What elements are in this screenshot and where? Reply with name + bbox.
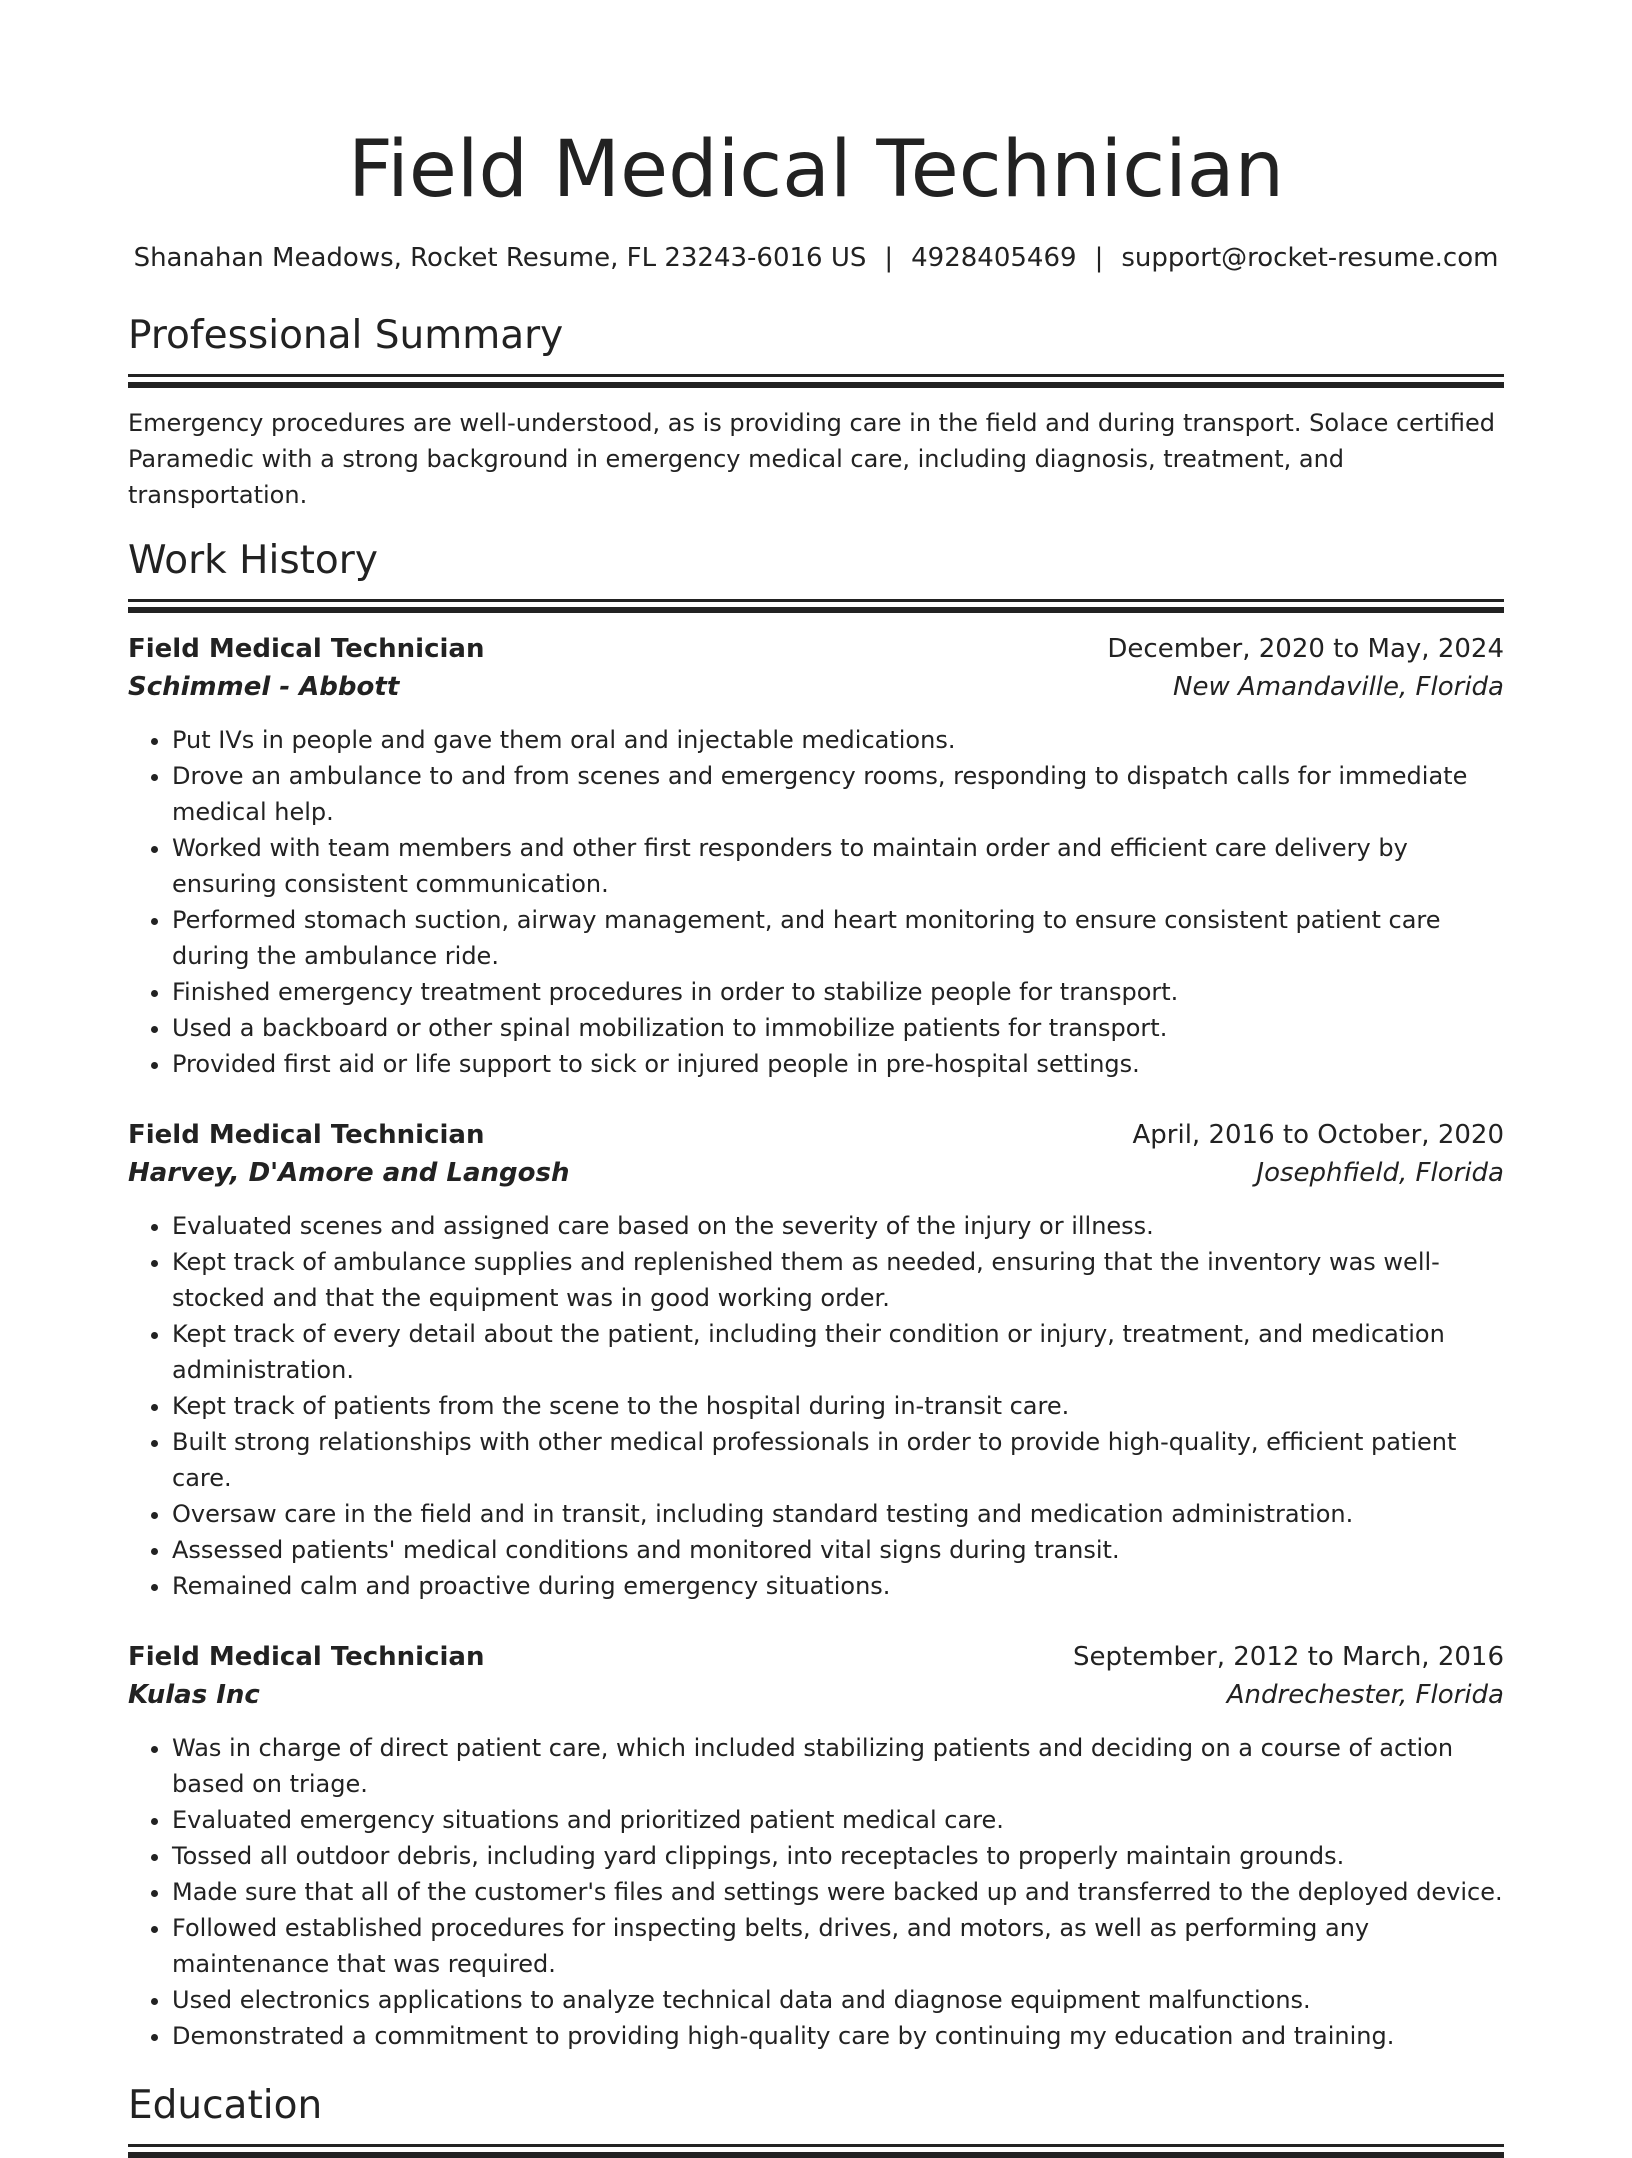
job-dates: April, 2016 to October, 2020 <box>1132 1120 1504 1150</box>
job-dates: December, 2020 to May, 2024 <box>1107 634 1504 664</box>
job-bullet-list <box>128 722 1504 1082</box>
job-bullet: • Was in charge of direct patient care, which included stabilizing patients and deciding on a course of action based on triage. <box>172 1730 1504 1802</box>
job-location: Josephfield, Florida <box>1256 1158 1504 1188</box>
job-company: Schimmel - Abbott <box>128 672 400 702</box>
job-header-row <box>128 630 1504 668</box>
job-header-row <box>128 1116 1504 1154</box>
contact-separator: | <box>1094 243 1104 273</box>
job-bullet: • Drove an ambulance to and from scenes and emergency rooms, responding to dispatch calls for immediate medical help. <box>172 758 1504 830</box>
section-divider <box>128 374 1504 387</box>
job-bullet: • Demonstrated a commitment to providing high-quality care by continuing my education and training. <box>172 2018 1504 2054</box>
job-bullet-list <box>128 1730 1504 2054</box>
job-entry <box>128 1638 1504 2054</box>
job-bullet: • Performed stomach suction, airway management, and heart monitoring to ensure consistent patient care during the ambulance ride. <box>172 902 1504 974</box>
contact-phone: 4928405469 <box>911 243 1077 273</box>
job-bullet: • Made sure that all of the customer's files and settings were backed up and transferred to the deployed device. <box>172 1874 1504 1910</box>
job-dates: September, 2012 to March, 2016 <box>1073 1642 1504 1672</box>
job-company: Harvey, D'Amore and Langosh <box>128 1158 570 1188</box>
job-bullet: • Evaluated emergency situations and prioritized patient medical care. <box>172 1802 1504 1838</box>
job-bullet: • Built strong relationships with other medical professionals in order to provide high-quality, efficient patient care. <box>172 1424 1504 1496</box>
job-subheader-row <box>128 1676 1504 1714</box>
job-subheader-row <box>128 668 1504 706</box>
job-bullet: • Kept track of patients from the scene to the hospital during in-transit care. <box>172 1388 1504 1424</box>
professional-summary-section <box>128 310 1504 513</box>
job-bullet: • Provided first aid or life support to sick or injured people in pre-hospital settings. <box>172 1046 1504 1082</box>
job-list <box>128 630 1504 2054</box>
job-company: Kulas Inc <box>128 1680 260 1710</box>
job-subheader-row <box>128 1154 1504 1192</box>
job-entry <box>128 1116 1504 1604</box>
contact-separator: | <box>884 243 894 273</box>
summary-text: Emergency procedures are well-understood, as is providing care in the field and during transport. Solace certified Paramedic with a strong background in emergency medical care, including diagnosis, treatment, and transportation. <box>128 409 1496 509</box>
job-location: Andrechester, Florida <box>1226 1680 1504 1710</box>
job-bullet: • Kept track of every detail about the patient, including their condition or injury, treatment, and medication administration. <box>172 1316 1504 1388</box>
job-bullet: • Used electronics applications to analyze technical data and diagnose equipment malfunctions. <box>172 1982 1504 2018</box>
section-divider <box>128 2144 1504 2157</box>
job-bullet: • Kept track of ambulance supplies and replenished them as needed, ensuring that the inventory was well-stocked and that the equipment was in good working order. <box>172 1244 1504 1316</box>
job-bullet-list <box>128 1208 1504 1604</box>
job-title: Field Medical Technician <box>128 1642 485 1672</box>
education-section <box>128 2080 1504 2157</box>
page-title: Field Medical Technician <box>347 125 1285 215</box>
contact-address: Shanahan Meadows, Rocket Resume, FL 23243-6016 US <box>133 243 867 273</box>
section-heading: Education <box>128 2083 323 2128</box>
contact-line <box>128 240 1504 276</box>
section-divider <box>128 599 1504 612</box>
section-heading: Professional Summary <box>128 313 564 358</box>
job-location: New Amandaville, Florida <box>1173 672 1504 702</box>
job-bullet: • Evaluated scenes and assigned care based on the severity of the injury or illness. <box>172 1208 1504 1244</box>
section-heading: Work History <box>128 538 378 583</box>
job-bullet: • Worked with team members and other first responders to maintain order and efficient care delivery by ensuring consistent communication. <box>172 830 1504 902</box>
job-bullet: • Put IVs in people and gave them oral and injectable medications. <box>172 722 1504 758</box>
job-bullet: • Oversaw care in the field and in transit, including standard testing and medication administration. <box>172 1496 1504 1532</box>
job-bullet: • Followed established procedures for inspecting belts, drives, and motors, as well as performing any maintenance that was required. <box>172 1910 1504 1982</box>
job-entry <box>128 630 1504 1082</box>
contact-email: support@rocket-resume.com <box>1121 243 1499 273</box>
job-bullet: • Tossed all outdoor debris, including yard clippings, into receptacles to properly maintain grounds. <box>172 1838 1504 1874</box>
job-bullet: • Used a backboard or other spinal mobilization to immobilize patients for transport. <box>172 1010 1504 1046</box>
job-bullet: • Remained calm and proactive during emergency situations. <box>172 1568 1504 1604</box>
work-history-section <box>128 535 1504 2054</box>
job-title: Field Medical Technician <box>128 634 485 664</box>
job-bullet: • Assessed patients' medical conditions and monitored vital signs during transit. <box>172 1532 1504 1568</box>
job-title: Field Medical Technician <box>128 1120 485 1150</box>
job-header-row <box>128 1638 1504 1676</box>
job-bullet: • Finished emergency treatment procedures in order to stabilize people for transport. <box>172 974 1504 1010</box>
